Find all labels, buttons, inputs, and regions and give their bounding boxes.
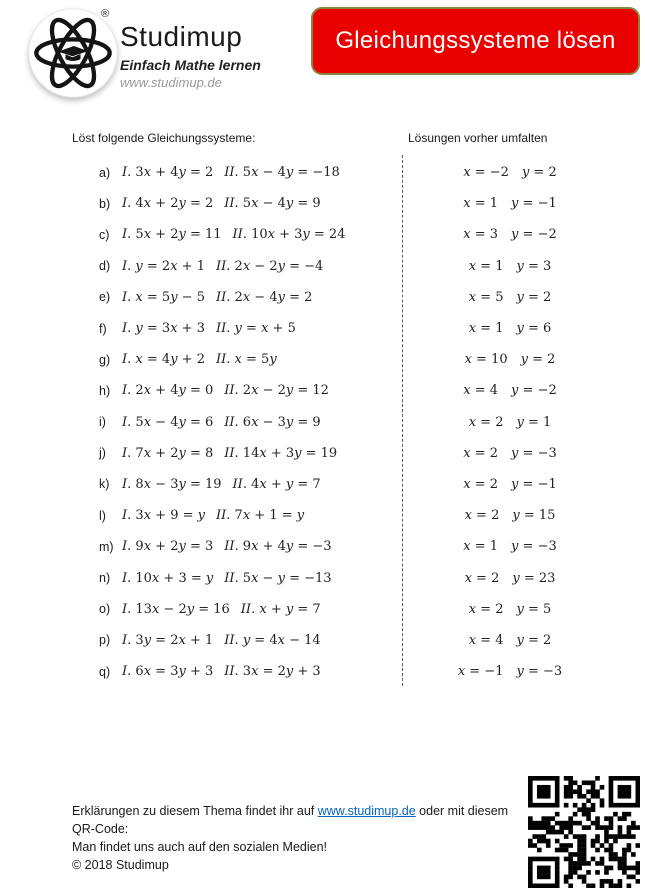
- solution-row: [407, 531, 613, 562]
- solution-row: [407, 313, 613, 344]
- solution-row: [407, 594, 613, 625]
- equation-1: I. 5x − 4y = 6: [122, 414, 214, 430]
- problem-label: c): [99, 227, 110, 242]
- problem-row: [99, 344, 399, 375]
- solution-row: [407, 157, 613, 188]
- equation-1: I. 6x = 3y + 3: [122, 664, 214, 680]
- footer-line1-before: Erklärungen zu diesem Thema findet ihr auf: [72, 804, 318, 818]
- solution-row: [407, 656, 613, 687]
- equation-1: I. 8x − 3y = 19: [122, 476, 222, 492]
- solution-y: y = 2: [516, 632, 552, 648]
- equation-1: I. 3x + 9 = y: [122, 508, 205, 524]
- atom-graduation-cap-icon: [26, 6, 120, 100]
- equation-1: I. y = 3x + 3: [122, 321, 205, 337]
- solution-y: y = −2: [511, 227, 557, 243]
- problem-row: [99, 562, 399, 593]
- solution-y: y = −3: [511, 539, 557, 555]
- problem-row: [99, 219, 399, 250]
- equation-2: II. 9x + 4y = −3: [224, 539, 332, 555]
- problem-label: a): [99, 165, 111, 180]
- brand-name: Studimup: [120, 21, 243, 52]
- solution-row: [407, 469, 613, 500]
- problem-row: [99, 407, 399, 438]
- solution-row: [407, 219, 613, 250]
- brand-block: [120, 22, 261, 90]
- problem-row: [99, 656, 399, 687]
- solution-row: [407, 344, 613, 375]
- problem-row: [99, 531, 399, 562]
- problem-label: l): [99, 508, 106, 523]
- equation-1: I. 9x + 2y = 3: [122, 539, 214, 555]
- studimup-logo: [26, 6, 120, 100]
- equation-2: II. 5x − 4y = 9: [224, 196, 321, 212]
- solution-row: [407, 188, 613, 219]
- equation-1: I. 7x + 2y = 8: [122, 445, 214, 461]
- solution-row: [407, 407, 613, 438]
- solution-row: [407, 282, 613, 313]
- solution-x: x = 2: [468, 414, 504, 430]
- problem-row: [99, 157, 399, 188]
- solution-row: [407, 251, 613, 282]
- equation-2: II. 3x = 2y + 3: [224, 664, 321, 680]
- problem-label: b): [99, 196, 111, 211]
- problem-label: j): [99, 446, 106, 461]
- solution-x: x = 4: [463, 383, 499, 399]
- equation-2: II. x + y = 7: [240, 601, 321, 617]
- problem-label: k): [99, 477, 110, 492]
- solution-x: x = 2: [463, 476, 499, 492]
- equation-2: II. 7x + 1 = y: [215, 508, 305, 524]
- brand-url: www.studimup.de: [120, 75, 222, 91]
- equation-2: II. 5x − y = −13: [224, 570, 332, 586]
- equation-1: I. 10x + 3 = y: [122, 570, 214, 586]
- solution-y: y = 23: [512, 570, 556, 586]
- solution-x: x = 10: [464, 352, 508, 368]
- solution-x: x = 1: [463, 196, 499, 212]
- equation-2: II. x = 5y: [215, 352, 277, 368]
- solution-y: y = 6: [516, 321, 552, 337]
- registered-trademark-symbol: ®: [101, 8, 110, 20]
- problem-row: [99, 469, 399, 500]
- solution-x: x = 2: [463, 445, 499, 461]
- problem-row: [99, 375, 399, 406]
- solution-row: [407, 562, 613, 593]
- solution-y: y = 2: [516, 289, 552, 305]
- problem-label: n): [99, 571, 111, 586]
- problem-label: i): [99, 415, 106, 430]
- equation-2: II. 2x − 2y = −4: [215, 258, 324, 274]
- solution-row: [407, 625, 613, 656]
- solution-x: x = 1: [463, 539, 499, 555]
- solution-x: x = 1: [468, 258, 504, 274]
- equation-2: II. y = 4x − 14: [224, 632, 321, 648]
- footer-line1-after: oder mit diesem QR-Code:: [72, 804, 509, 836]
- problem-label: q): [99, 664, 111, 679]
- equation-2: II. 10x + 3y = 24: [232, 227, 346, 243]
- footer-text: [72, 802, 532, 874]
- equation-1: I. x = 5y − 5: [122, 289, 205, 305]
- equation-1: I. 5x + 2y = 11: [122, 227, 222, 243]
- solution-x: x = 3: [463, 227, 499, 243]
- solution-y: y = −3: [511, 445, 557, 461]
- solution-row: [407, 375, 613, 406]
- solution-y: y = 2: [520, 352, 556, 368]
- problem-label: g): [99, 352, 111, 367]
- footer-line-1: [72, 802, 532, 838]
- solution-y: y = 1: [516, 414, 552, 430]
- solutions-list: [407, 157, 613, 687]
- problems-list: [99, 157, 399, 687]
- problem-label: m): [99, 539, 114, 554]
- solution-y: y = 3: [516, 258, 552, 274]
- problem-label: e): [99, 290, 111, 305]
- equation-2: II. 2x − 2y = 12: [224, 383, 329, 399]
- problem-row: [99, 594, 399, 625]
- problem-label: h): [99, 383, 111, 398]
- equation-1: I. 4x + 2y = 2: [122, 196, 214, 212]
- solution-x: x = −1: [457, 664, 504, 680]
- footer-line-3: © 2018 Studimup: [72, 858, 169, 872]
- fold-separator-line: [402, 155, 403, 686]
- solution-x: x = 2: [468, 601, 504, 617]
- equation-1: I. 2x + 4y = 0: [122, 383, 214, 399]
- equation-1: I. 3x + 4y = 2: [122, 165, 214, 181]
- solution-y: y = −1: [511, 196, 557, 212]
- footer-line-2: Man findet uns auch auf den sozialen Medien!: [72, 840, 328, 854]
- solution-x: x = 2: [464, 570, 500, 586]
- solution-x: x = 5: [468, 289, 504, 305]
- instruction-right: Lösungen vorher umfalten: [408, 131, 548, 145]
- equation-2: II. 4x + y = 7: [232, 476, 321, 492]
- brand-tagline: Einfach Mathe lernen: [120, 56, 261, 73]
- equation-2: II. 2x − 4y = 2: [215, 289, 313, 305]
- solution-x: x = 4: [468, 632, 504, 648]
- problem-row: [99, 438, 399, 469]
- equation-2: II. 14x + 3y = 19: [224, 445, 338, 461]
- solution-y: y = 15: [512, 508, 556, 524]
- equation-1: I. 3y = 2x + 1: [122, 632, 214, 648]
- solution-y: y = −2: [511, 383, 557, 399]
- equation-1: I. y = 2x + 1: [122, 258, 205, 274]
- problem-label: o): [99, 602, 111, 617]
- solution-x: x = 1: [468, 321, 504, 337]
- problem-row: [99, 625, 399, 656]
- solution-x: x = 2: [464, 508, 500, 524]
- problem-label: f): [99, 321, 107, 336]
- solution-y: y = 2: [521, 165, 557, 181]
- solution-row: [407, 500, 613, 531]
- problem-row: [99, 251, 399, 282]
- solution-y: y = −1: [511, 476, 557, 492]
- equation-1: I. x = 4y + 2: [122, 352, 205, 368]
- qr-code-image: [528, 776, 640, 888]
- problem-label: p): [99, 633, 111, 648]
- solution-y: y = −3: [516, 664, 563, 680]
- equation-2: II. 6x − 3y = 9: [224, 414, 321, 430]
- problem-label: d): [99, 259, 111, 274]
- equation-2: II. y = x + 5: [215, 321, 296, 337]
- problem-row: [99, 313, 399, 344]
- solution-y: y = 5: [516, 601, 552, 617]
- instruction-left: Löst folgende Gleichungssysteme:: [72, 131, 256, 145]
- solution-row: [407, 438, 613, 469]
- problem-row: [99, 188, 399, 219]
- problem-row: [99, 500, 399, 531]
- page-title: Gleichungssysteme lösen: [335, 27, 616, 54]
- title-banner: [311, 7, 640, 75]
- solution-x: x = −2: [463, 165, 509, 181]
- equation-2: II. 5x − 4y = −18: [224, 165, 340, 181]
- problem-row: [99, 282, 399, 313]
- studimup-link[interactable]: www.studimup.de: [317, 804, 416, 818]
- equation-1: I. 13x − 2y = 16: [122, 601, 230, 617]
